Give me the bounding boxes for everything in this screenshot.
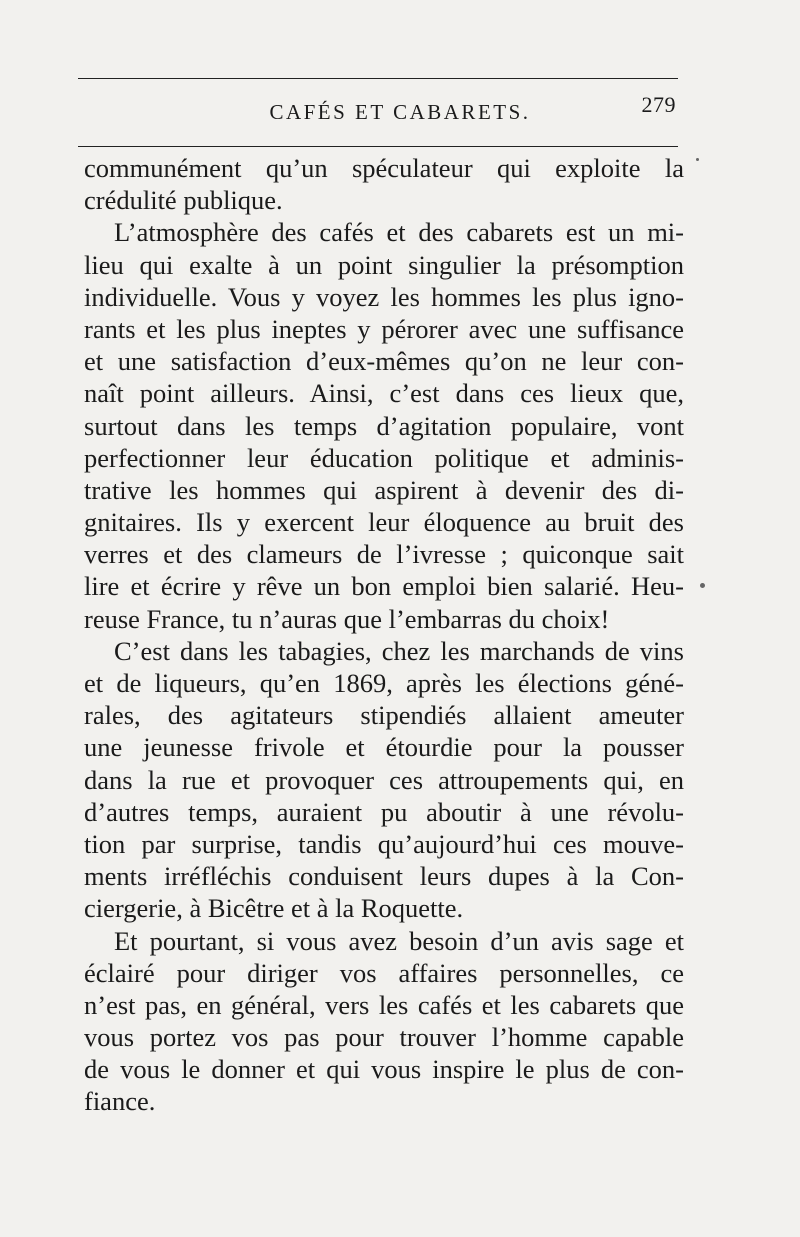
text-line: éclairé pour diriger vos affaires personnelles, ce bbox=[84, 957, 684, 988]
text-line: n’est pas, en général, vers les cafés et les cabarets que bbox=[84, 989, 684, 1020]
text-line: individuelle. Vous y voyez les hommes les plus igno- bbox=[84, 281, 684, 312]
ink-speck bbox=[696, 158, 699, 161]
text-line: crédulité publique. bbox=[84, 185, 283, 216]
text-line: perfectionner leur éducation politique et adminis- bbox=[84, 442, 684, 473]
text-line: et de liqueurs, qu’en 1869, après les élections géné- bbox=[84, 668, 684, 698]
text-line: rants et les plus ineptes y pérorer avec une suffisance bbox=[84, 313, 684, 344]
text-line: vous portez vos pas pour trouver l’homme capable bbox=[84, 1022, 684, 1053]
text-line: C’est dans les tabagies, chez les marchands de vins bbox=[114, 635, 684, 666]
text-line: d’autres temps, auraient pu aboutir à une révolu- bbox=[84, 796, 684, 827]
text-line: lire et écrire y rêve un bon emploi bien salarié. Heu- bbox=[84, 571, 684, 602]
body-text bbox=[84, 152, 684, 1118]
text-line: de vous le donner et qui vous inspire le plus de con- bbox=[84, 1054, 684, 1085]
text-line: rales, des agitateurs stipendiés allaient ameuter bbox=[84, 700, 684, 731]
header-rule-bottom bbox=[78, 146, 678, 147]
text-line: et une satisfaction d’eux-mêmes qu’on ne leur con- bbox=[84, 346, 684, 377]
text-line: ments irréfléchis conduisent leurs dupes à la Con- bbox=[84, 861, 684, 892]
ink-speck bbox=[700, 583, 705, 588]
text-line: naît point ailleurs. Ainsi, c’est dans ces lieux que, bbox=[84, 378, 684, 409]
text-line: dans la rue et provoquer ces attroupements qui, en bbox=[84, 764, 684, 795]
text-line: reuse France, tu n’auras que l’embarras du choix! bbox=[84, 603, 610, 634]
text-line: gnitaires. Ils y exercent leur éloquence au bruit des bbox=[84, 507, 684, 538]
text-line: une jeunesse frivole et étourdie pour la pousser bbox=[84, 732, 684, 763]
text-line: verres et des clameurs de l’ivresse ; quiconque sait bbox=[84, 539, 684, 570]
running-title: CAFÉS ET CABARETS. bbox=[269, 100, 531, 124]
page-number: 279 bbox=[641, 92, 676, 117]
text-line: communément qu’un spéculateur qui exploite la bbox=[84, 153, 684, 183]
text-line: L’atmosphère des cafés et des cabarets est un mi- bbox=[114, 217, 684, 248]
text-line: Et pourtant, si vous avez besoin d’un avis sage et bbox=[114, 925, 684, 956]
text-line: fiance. bbox=[84, 1086, 156, 1117]
text-line: ciergerie, à Bicêtre et à la Roquette. bbox=[84, 893, 464, 924]
text-line: lieu qui exalte à un point singulier la présomption bbox=[84, 249, 684, 280]
text-line: trative les hommes qui aspirent à devenir des di- bbox=[84, 474, 684, 505]
header-rule-top bbox=[78, 78, 678, 79]
text-line: tion par surprise, tandis qu’aujourd’hui ces mouve- bbox=[84, 828, 684, 859]
text-line: surtout dans les temps d’agitation populaire, vont bbox=[84, 410, 684, 441]
